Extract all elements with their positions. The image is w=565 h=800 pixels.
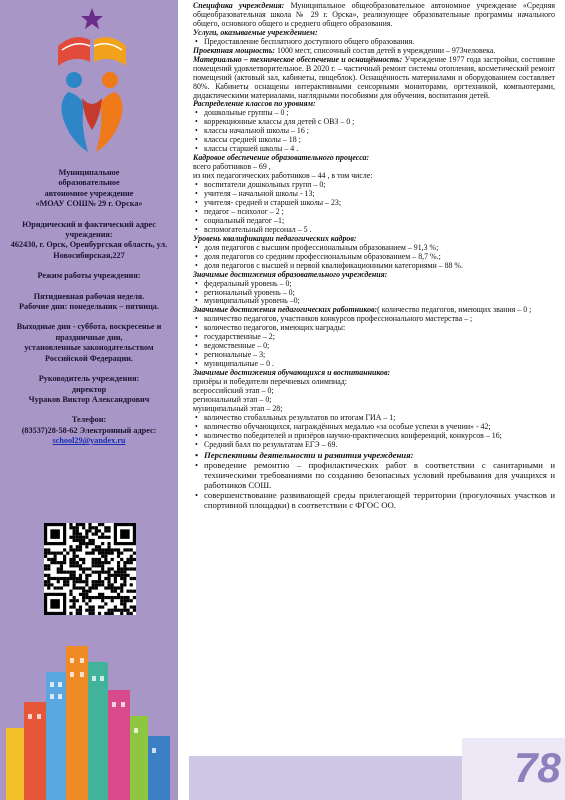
school-logo <box>44 6 140 154</box>
phone-line: (83537)28-58-62 Электронный адрес: <box>21 425 157 435</box>
list-item: • дошкольные группы – 0 ; <box>193 109 555 118</box>
staff-title: Кадровое обеспечение образовательного процесса: <box>193 153 370 163</box>
spec-text: Муниципальное общеобразовательное автономное учреждение «Средняя общеобразовательная школа № 29 г. Орска», реализующее образовательные программы начального общего, основного общего и среднего общего образования. <box>193 1 555 28</box>
stud-line: всероссийский этап – 0; <box>193 385 274 395</box>
list-item: • учителя- средней и старшей школы – 23; <box>193 199 555 208</box>
list-item: • доля педагогов с высшей и первой квалификационными категориями – 88 %. <box>193 262 555 271</box>
list-item: • доля педагогов со средним профессиональным образованием – 8,7 %.; <box>193 253 555 262</box>
mode-line: Пятидневная рабочая неделя. <box>33 291 145 301</box>
list-item: • муниципальные – 0 . <box>193 360 555 369</box>
sidebar-info <box>4 168 174 447</box>
material-label: Материально – техническое обеспечение и оснащённость: <box>193 54 403 64</box>
spec-label: Специфика учреждения: <box>193 1 285 10</box>
address-title: Юридический и фактический адрес учреждения: <box>22 219 156 240</box>
staff-ped: из них педагогических работников – 44 , в том числе: <box>193 171 373 181</box>
list-item: • доля педагогов с высшим профессиональным образованием – 91,3 %; <box>193 244 555 253</box>
list-item: • Средний балл по результатам ЕГЭ – 69. <box>193 441 555 450</box>
material-text: Учреждение 1977 года застройки, состояние помещений удовлетворительное. В 2020 г. – частичный ремонт системы отопления, косметический ремонт помещений (актовый зал, кабинеты, пищеблок). Оснащённость материалами и оборудованием составляет 80%. Кабинеты оснащены интерактивными сенсорными мониторами, оргтехникой, компьютерами, дидактическими материалами, наглядными пособиями для обучения, воспитания детей. <box>193 54 555 100</box>
list-item: • совершенствование развивающей среды прилегающей территории (прогулочных участков и спортивной площадки) в соответствии с ФГОС ОО. <box>193 490 555 510</box>
list-item: • воспитатели дошкольных групп – 0; <box>193 181 555 190</box>
main-content <box>193 2 555 510</box>
list-item: • количество педагогов, имеющих награды: <box>193 324 555 333</box>
stud-line: региональный этап – 0; <box>193 394 272 404</box>
list-item: • педагог – психолог – 2 ; <box>193 208 555 217</box>
list-item: • проведение ремонтно – профилактических работ в соответствии с санитарными и техническими требованиями по созданию безопасных условий пребывания для учащихся и работников СОШ. <box>193 460 555 490</box>
page-number: 78 <box>514 744 561 791</box>
list-item: • государственные – 2; <box>193 333 555 342</box>
list-item: • учителя – начальной школы - 13; <box>193 190 555 199</box>
classes-title: Распределение классов по уровням: <box>193 99 316 109</box>
capacity-label: Проектная мощность: <box>193 45 276 55</box>
address: 462430, г. Орск, Оренбургская область, ул. Новосибирская,227 <box>10 240 168 260</box>
staff-total: всего работников – 69 , <box>193 162 271 172</box>
list-item: • количество стобалльных результатов по итогам ГИА – 1; <box>193 414 555 423</box>
services-title: Услуги, оказываемые учреждением: <box>193 27 318 37</box>
phone-title: Телефон: <box>71 415 107 425</box>
persp-title: • Перспективы деятельности и развития учреждения: <box>193 450 555 460</box>
ped-title-tail: ( количество педагогов, имеющих звания – 0 ; <box>377 305 532 315</box>
list-item: • количество победителей и призёров научно-практических конференций, конкурсов – 16; <box>193 432 555 441</box>
list-item: • муниципальный уровень –0; <box>193 297 555 306</box>
list-item: • классы начальной школы – 16 ; <box>193 127 555 136</box>
star-icon <box>81 8 103 29</box>
off-line: Выходные дни - суббота, воскресенье и праздничные дни, <box>16 322 162 342</box>
email-link[interactable]: school29@yandex.ru <box>52 436 126 446</box>
mode-line: Рабочие дни: понедельник – пятница. <box>19 302 159 312</box>
director-line: Руководитель учреждения: <box>38 374 140 384</box>
director-line: директор <box>71 384 107 394</box>
list-item: • ведомственные – 0; <box>193 342 555 351</box>
list-item: • классы средней школы – 18 ; <box>193 136 555 145</box>
stud-line: призёры и победители перечневых олимпиад: <box>193 377 347 387</box>
list-item: • вспомогательный персонал – 5 . <box>193 226 555 235</box>
list-item: • классы старшей школы – 4 . <box>193 145 555 154</box>
org-line: автономное учреждение <box>44 188 134 198</box>
edu-title: Значимые достижения образовательного учреждения: <box>193 269 388 279</box>
list-item: • коррекционные классы для детей с ОВЗ – 0 ; <box>193 118 555 127</box>
org-line: Муниципальное <box>58 168 120 177</box>
stud-title: Значимые достижения обучающихся и воспитанников: <box>193 368 391 378</box>
stud-line: муниципальный этап – 28; <box>193 403 283 413</box>
city-illustration <box>0 632 178 800</box>
ped-title: Значимые достижения педагогических работников: <box>193 305 378 315</box>
list-item: • количество обучающихся, награждённых медалью «за особые успехи в учении» - 42; <box>193 423 555 432</box>
list-item: • социальный педагог –1; <box>193 217 555 226</box>
off-line: установленные законодательством Российской Федерации. <box>24 343 154 363</box>
list-item: • Предоставление бесплатного доступного общего образования. <box>193 38 555 47</box>
qr-code-icon[interactable] <box>44 523 136 615</box>
org-line: образовательное <box>58 178 120 188</box>
list-item: • региональный уровень – 0; <box>193 289 555 298</box>
capacity-text: 1000 мест, списочный состав детей в учреждении – 973человека. <box>277 45 496 55</box>
director-line: Чураков Виктор Александрович <box>28 394 150 404</box>
list-item: • региональные – 3; <box>193 351 555 360</box>
mode-title: Режим работы учреждения: <box>37 271 141 281</box>
list-item: • федеральный уровень – 0; <box>193 280 555 289</box>
list-item: • количество педагогов, участников конкурсов профессионального мастерства – ; <box>193 315 555 324</box>
qual-title: Уровень квалификации педагогических кадров: <box>193 233 357 243</box>
org-line: «МОАУ СОШ№ 29 г. Орска» <box>35 199 143 209</box>
